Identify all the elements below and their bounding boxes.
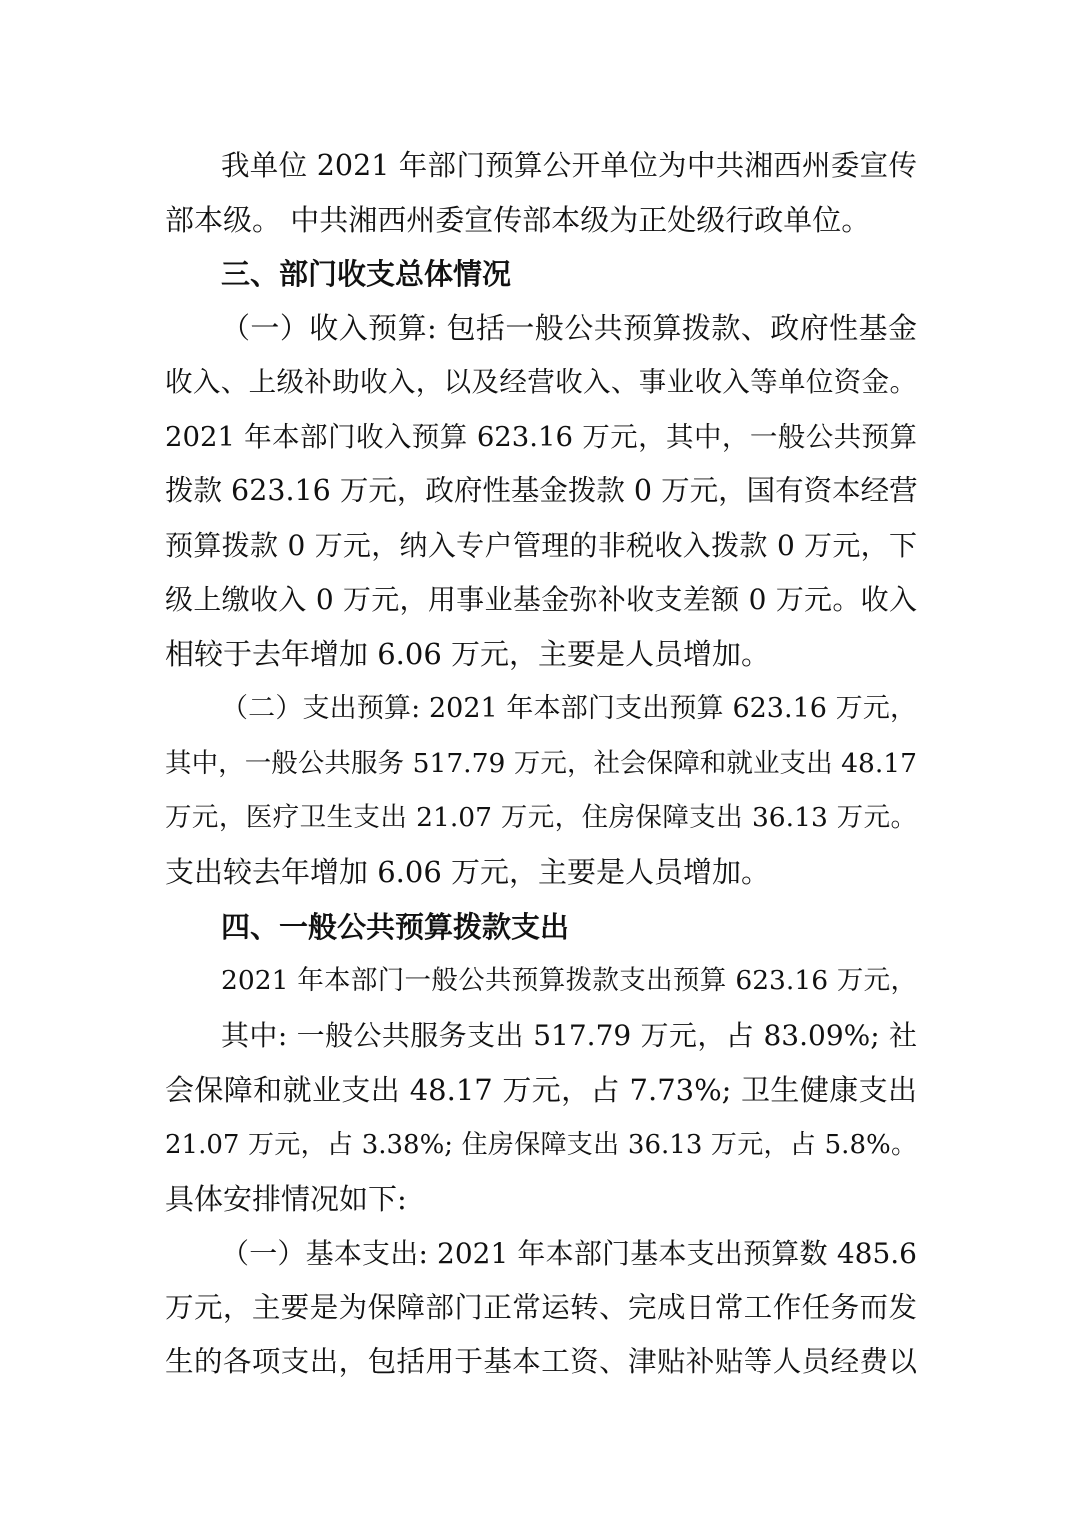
text-line: 拨款 623.16 万元，政府性基金拨款 0 万元，国有资本经营 (165, 474, 918, 507)
text-line: （二）支出预算: 2021 年本部门支出预算 623.16 万元， (221, 693, 917, 724)
text-line: 我单位 2021 年部门预算公开单位为中共湘西州委宣传 (221, 149, 917, 182)
text-line: 万元，主要是为保障部门正常运转、完成日常工作任务而发 (165, 1291, 917, 1324)
text-line: 收入、上级补助收入，以及经营收入、事业收入等单位资金。 (165, 366, 917, 398)
text-line: 会保障和就业支出 48.17 万元，占 7.73%; 卫生健康支出 (165, 1073, 917, 1107)
text-line: （一）基本支出: 2021 年本部门基本支出预算数 485.6 (221, 1237, 917, 1270)
text-line: 级上缴收入 0 万元，用事业基金弥补收支差额 0 万元。收入 (165, 583, 917, 616)
text-line: 支出较去年增加 6.06 万元，主要是人员增加。 (165, 855, 771, 889)
text-line: 2021 年本部门一般公共预算拨款支出预算 623.16 万元， (221, 965, 917, 996)
text-line: 具体安排情况如下: (165, 1182, 407, 1216)
text-line: 21.07 万元，占 3.38%; 住房保障支出 36.13 万元，占 5.8%。 (165, 1130, 917, 1160)
text-line: 其中，一般公共服务 517.79 万元，社会保障和就业支出 48.17 (165, 748, 917, 779)
text-line: 相较于去年增加 6.06 万元，主要是人员增加。 (165, 637, 771, 671)
text-line: 万元，医疗卫生支出 21.07 万元，住房保障支出 36.13 万元。 (165, 802, 917, 833)
text-line: 生的各项支出，包括用于基本工资、津贴补贴等人员经费以 (165, 1345, 917, 1378)
section-heading: 三、部门收支总体情况 (221, 257, 512, 291)
text-line: （一）收入预算: 包括一般公共预算拨款、政府性基金 (221, 311, 917, 345)
section-heading: 四、一般公共预算拨款支出 (221, 910, 570, 944)
text-line: 部本级。 中共湘西州委宣传部本级为正处级行政单位。 (165, 203, 871, 237)
text-line: 预算拨款 0 万元，纳入专户管理的非税收入拨款 0 万元，下 (165, 529, 917, 562)
text-line: 2021 年本部门收入预算 623.16 万元，其中，一般公共预算 (165, 421, 917, 453)
text-line: 其中: 一般公共服务支出 517.79 万元，占 83.09%; 社 (221, 1019, 917, 1052)
